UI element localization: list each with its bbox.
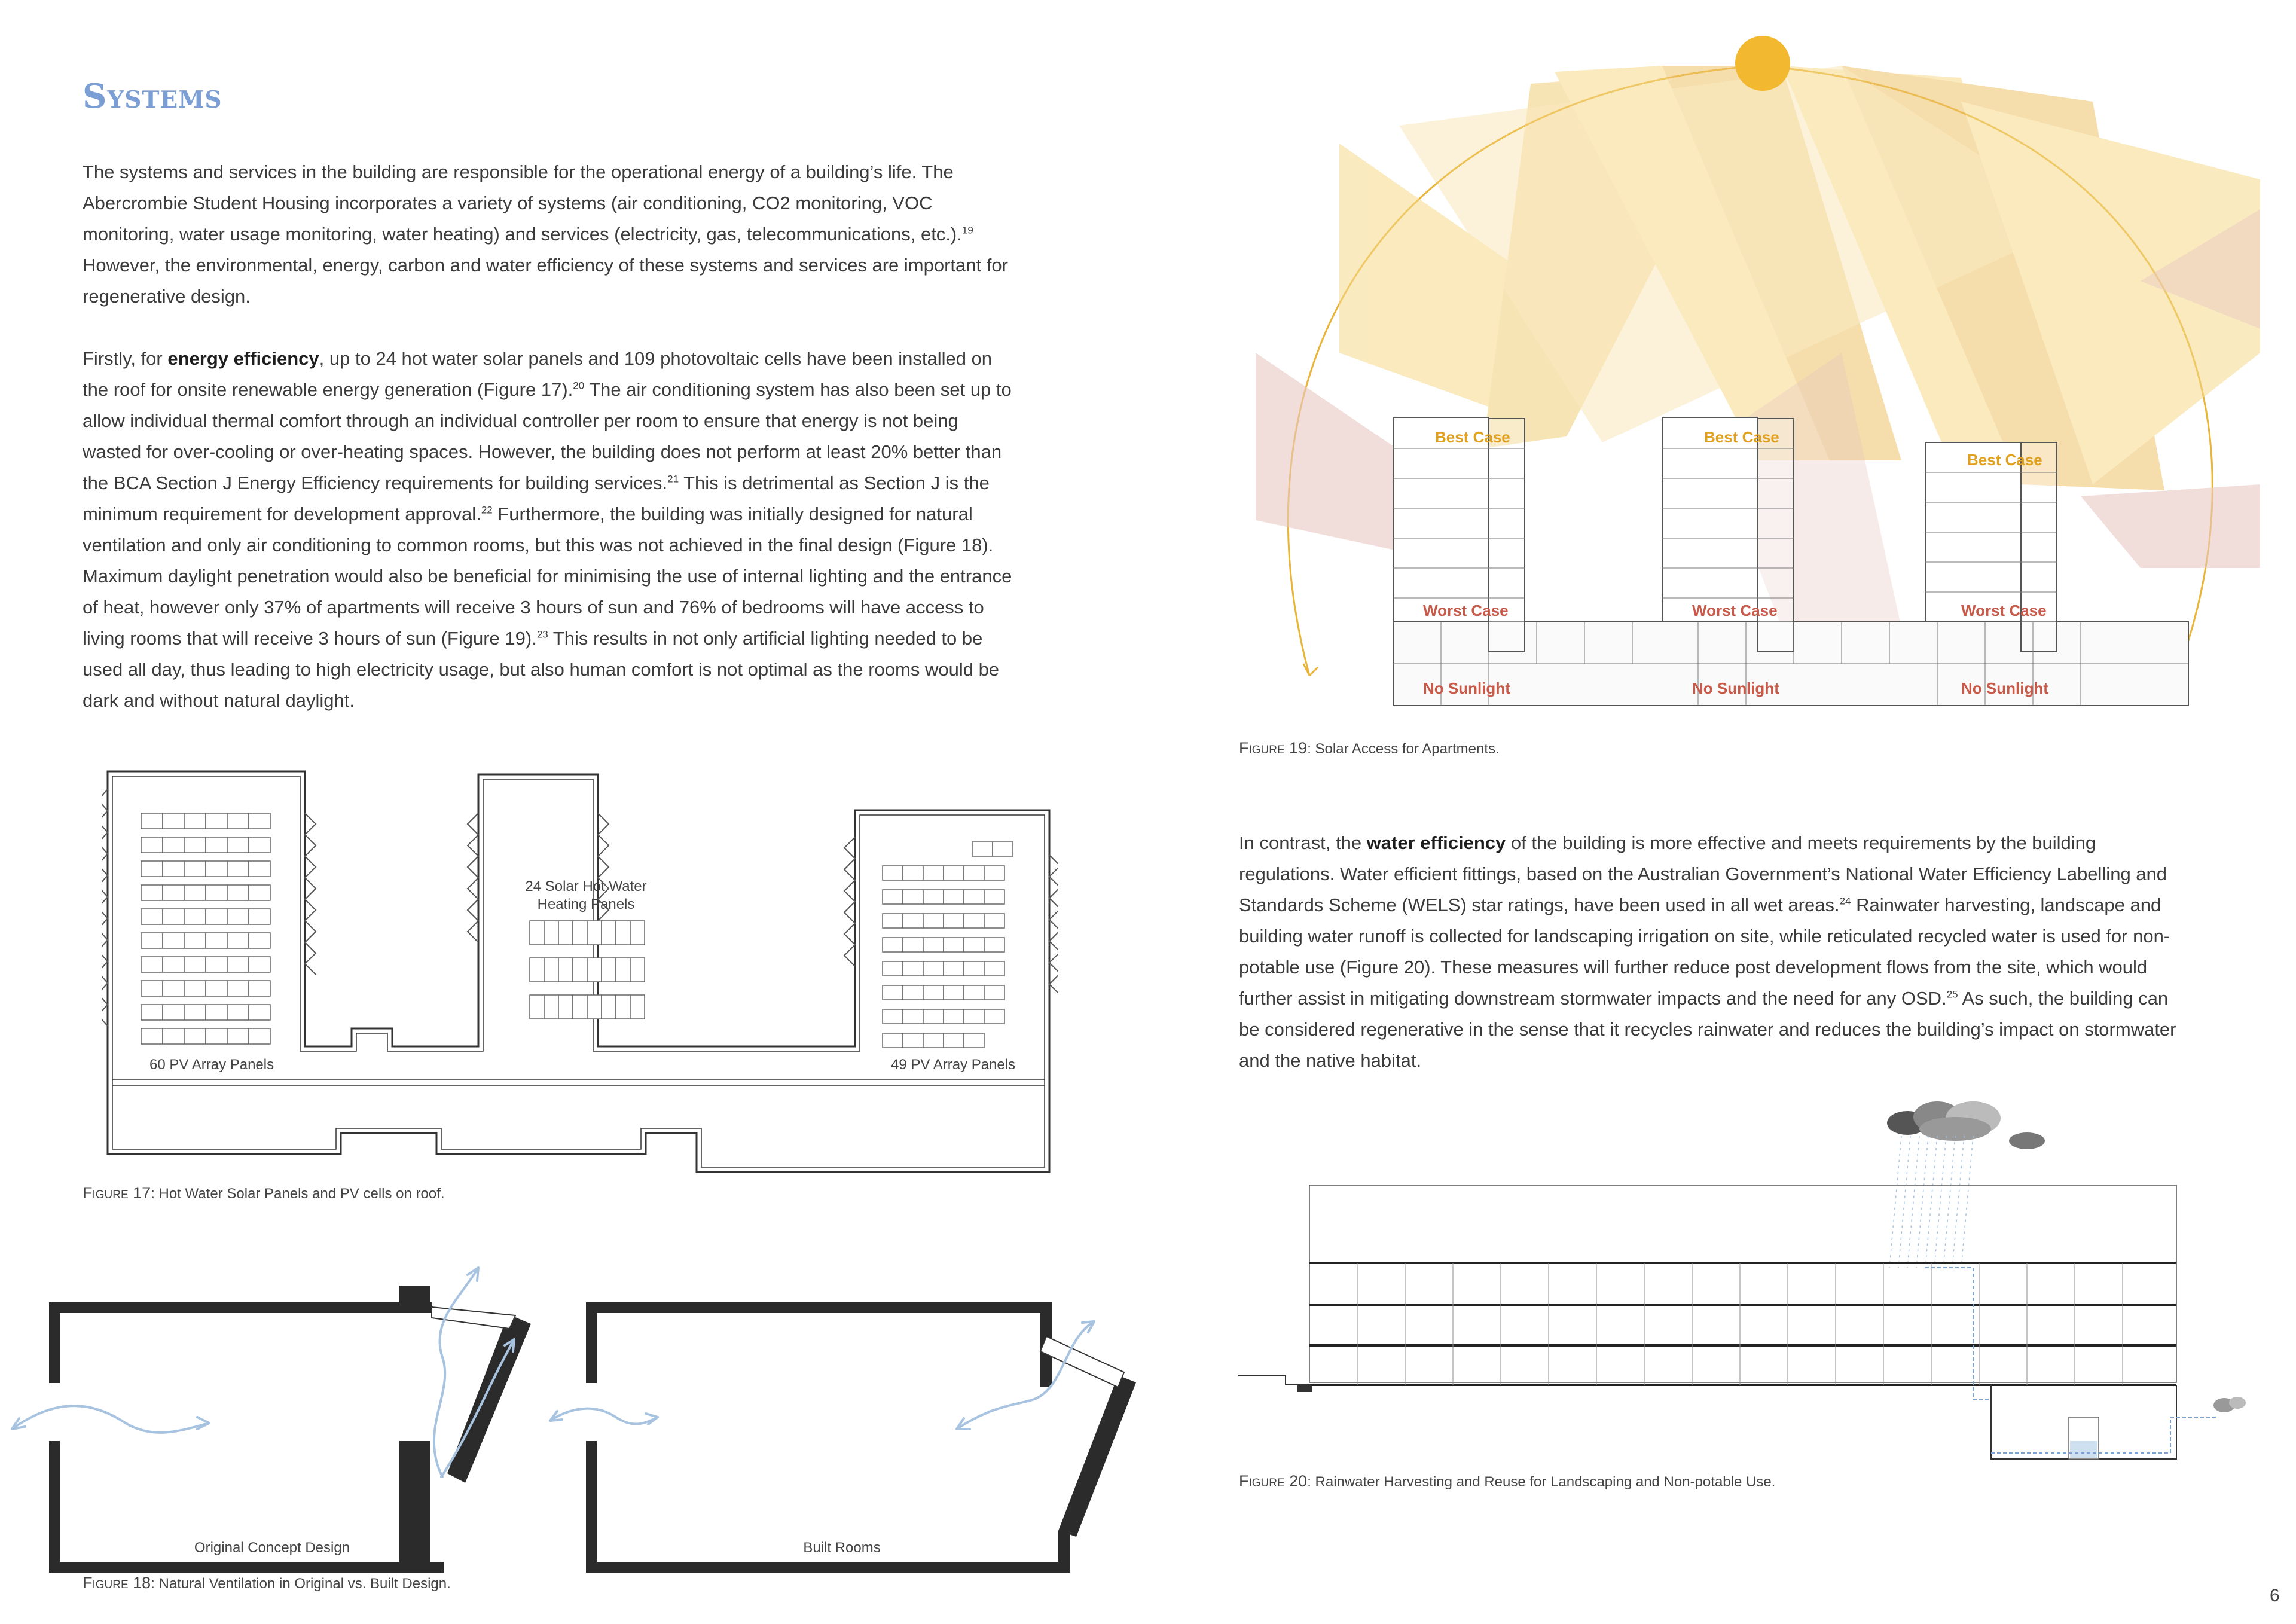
rain-lines [1889, 1136, 1973, 1268]
p1-text: The systems and services in the building are responsible for the operational energy of a building’s life. The Abercrombie Student Housing incorporates a variety of systems (air conditioning, CO2 monitoring, VOC monitoring, water usage monitoring, water heating) and services (electricity, gas, telecommunications, etc.). [83, 161, 962, 245]
page-number: 6 [2270, 1586, 2280, 1605]
footnote-ref: 22 [481, 504, 493, 516]
paragraph-energy-efficiency [83, 343, 1015, 716]
p1-tail: However, the environmental, energy, carbon and water efficiency of these systems and services are important for regenerative design. [83, 255, 1008, 307]
p3-b: Rainwater harvesting, landscape and building water runoff is collected for landscaping irrigation on site, while reticulated recycled water is used for non-potable use (Figure 20). These measures will further reduce post development flows from the site, which would further assist in mitigating downstream stormwater impacts and the need for any OSD. [1239, 895, 2170, 1009]
footnote-ref: 20 [573, 380, 585, 392]
best-case-label-1: Best Case [1435, 428, 1510, 446]
figure20-rainwater-section [1238, 1094, 2254, 1471]
original-room-walls [49, 1286, 531, 1573]
label-built-rooms: Built Rooms [803, 1540, 881, 1556]
p2-bold: energy efficiency [167, 348, 319, 369]
label-pv-left: 60 PV Array Panels [149, 1057, 274, 1073]
p2-c: This is detrimental as Section J is the minimum requirement for development approval. [83, 472, 990, 524]
label-hot-water-line1: 24 Solar Hot Water [525, 878, 647, 895]
no-sunlight-label-3: No Sunlight [1961, 679, 2048, 697]
footnote-ref: 23 [536, 628, 548, 640]
figure17-roof-plan [102, 765, 1058, 1178]
hot-water-panels [530, 921, 645, 1019]
label-original-design: Original Concept Design [194, 1540, 350, 1556]
no-sunlight-label-1: No Sunlight [1423, 679, 1510, 697]
worst-case-label-3: Worst Case [1961, 602, 2047, 619]
landscape-icon [2213, 1397, 2246, 1412]
sun-icon [1735, 36, 1790, 91]
rain-cloud-icon [1887, 1101, 2045, 1149]
pv-panels-right [883, 842, 1013, 1048]
airflow-arrows [12, 1268, 1094, 1477]
paragraph-systems-intro [83, 157, 1015, 312]
p3-bold: water efficiency [1366, 832, 1506, 853]
figure20-caption: Figure 20: Rainwater Harvesting and Reuse for Landscaping and Non-potable Use. [1239, 1472, 1776, 1490]
label-pv-right: 49 PV Array Panels [891, 1057, 1016, 1073]
figure19-caption: Figure 19: Solar Access for Apartments. [1239, 739, 1500, 757]
footnote-ref: 25 [1946, 988, 1958, 1000]
best-case-label-2: Best Case [1704, 428, 1779, 446]
worst-case-label-1: Worst Case [1423, 602, 1509, 619]
footnote-ref: 19 [961, 224, 973, 236]
worst-case-label-2: Worst Case [1692, 602, 1778, 619]
p3-intro: In contrast, the [1239, 832, 1367, 853]
p3-a: of the building is more effective and meets requirements by the building regulations. Water efficient fittings, based on the Australian Government’s National Water Efficiency Labelling and Standards Scheme (WELS) star ratings, have been used in all wet areas. [1239, 832, 2167, 915]
p2-a: , up to 24 hot water solar panels and 109 photovoltaic cells have been installed on the roof for onsite renewable energy generation (Figure 17). [83, 348, 993, 400]
paragraph-water-efficiency [1239, 828, 2181, 1076]
p3-c: As such, the building can be considered regenerative in the sense that it recycles rainwater and reduces the building’s impact on stormwater and the native habitat. [1239, 988, 2176, 1071]
p2-e: This results in not only artificial lighting needed to be used all day, thus leading to high electricity usage, but also human comfort is not optimal as the rooms would be dark and without natural daylight. [83, 628, 1000, 711]
figure18-ventilation [0, 1250, 1148, 1573]
no-sunlight-label-2: No Sunlight [1692, 679, 1779, 697]
footnote-ref: 21 [667, 473, 679, 485]
section-heading: Systems [83, 77, 222, 116]
figure18-caption: Figure 18: Natural Ventilation in Original vs. Built Design. [83, 1574, 451, 1592]
p2-b: The air conditioning system has also been set up to allow individual thermal comfort through an individual controller per room to ensure that energy is not being wasted for over-cooling or over-heating spaces. However, the building does not perform at least 20% better than the BCA Section J Energy Efficiency requirements for building services. [83, 379, 1012, 493]
p2-d: Furthermore, the building was initially designed for natural ventilation and only air conditioning to common rooms, but this was not achieved in the final design (Figure 18). Maximum daylight penetration would also be beneficial for minimising the use of internal lighting and the entrance of heat, however only 37% of apartments will receive 3 hours of sun and 76% of bedrooms will have access to living rooms that will receive 3 hours of sun (Figure 19). [83, 503, 1012, 649]
figure19-solar-access [1244, 30, 2272, 718]
label-hot-water-line2: Heating Panels [537, 896, 635, 912]
figure17-caption: Figure 17: Hot Water Solar Panels and PV cells on roof. [83, 1184, 445, 1202]
section-columns [1357, 1263, 2123, 1385]
footnote-ref: 24 [1839, 895, 1851, 907]
floor-slabs [1309, 1263, 2176, 1385]
pv-panels-left [141, 813, 270, 1044]
p2-intro: Firstly, for [83, 348, 168, 369]
best-case-label-3: Best Case [1967, 451, 2042, 469]
